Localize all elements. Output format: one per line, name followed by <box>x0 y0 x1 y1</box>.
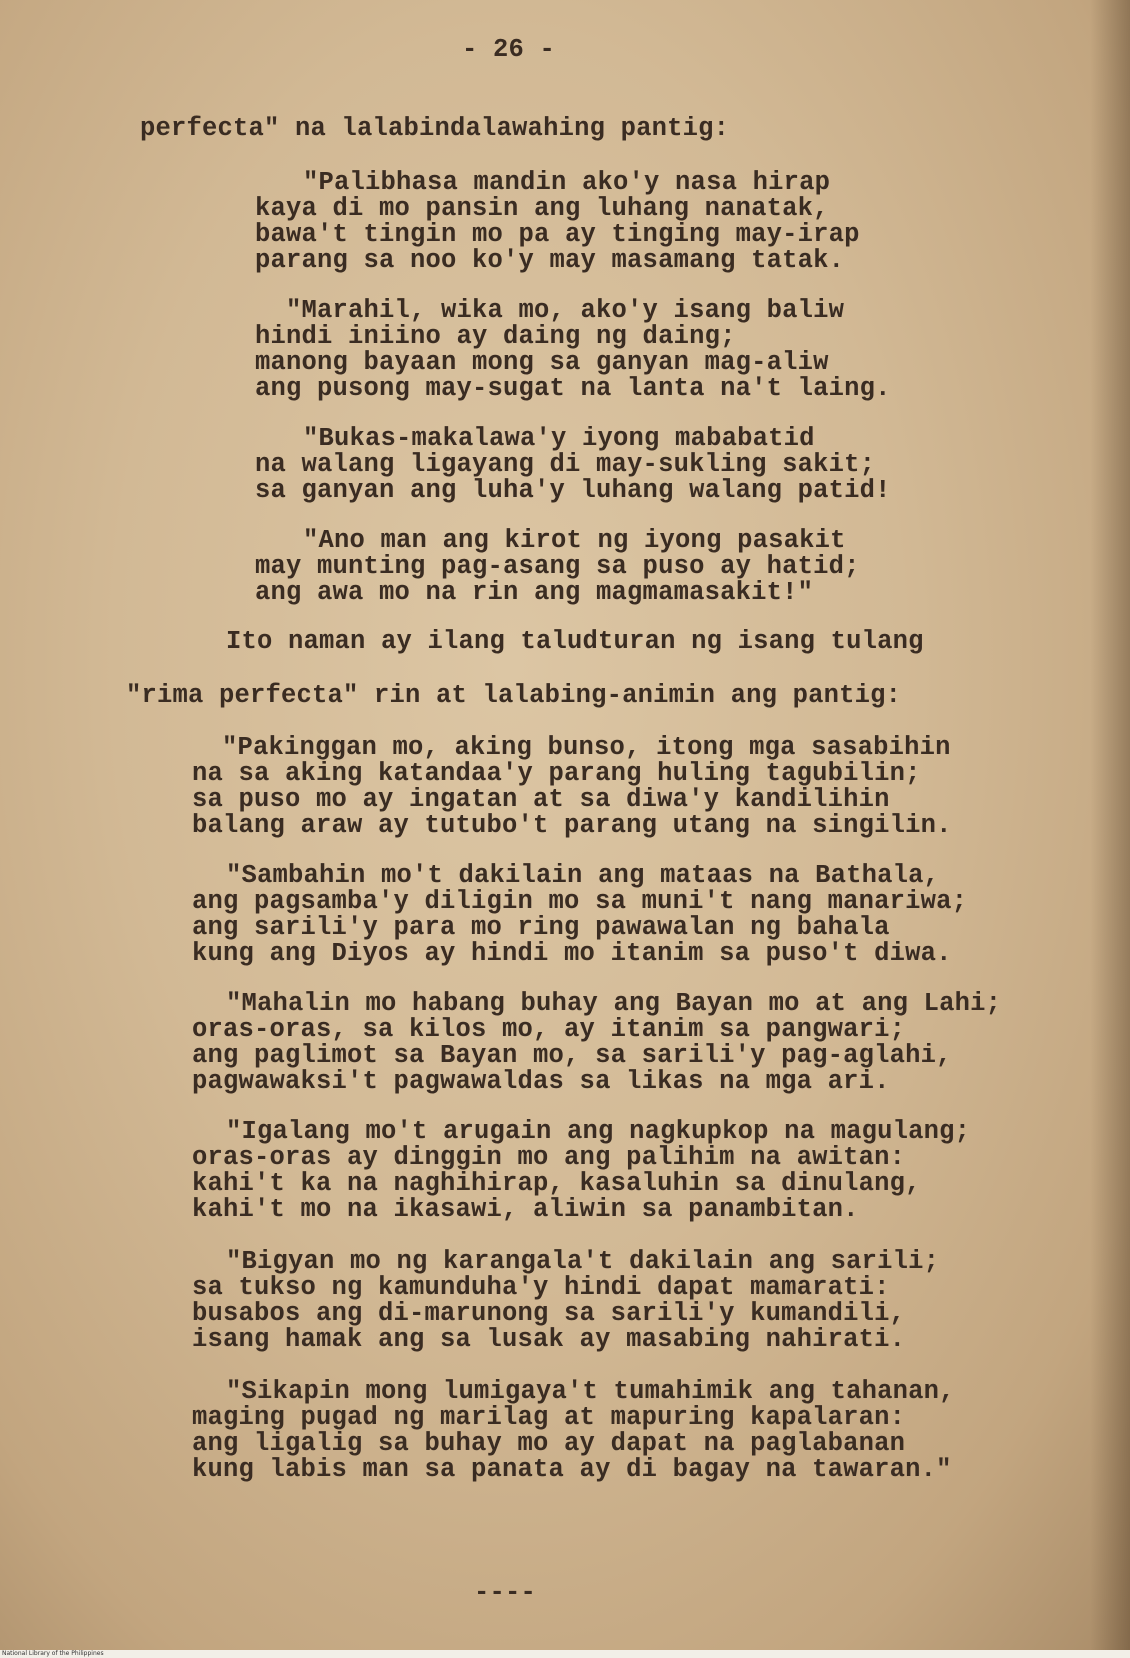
verse-line: "Igalang mo't arugain ang nagkupkop na magulang; <box>226 1117 971 1146</box>
verse-line: "Sambahin mo't dakilain ang mataas na Bathala, <box>226 861 940 890</box>
verse-line: kaya di mo pansin ang luhang nanatak, <box>255 194 829 223</box>
verse-line: sa ganyan ang luha'y luhang walang patid! <box>255 476 891 505</box>
verse-line: sa tukso ng kamunduha'y hindi dapat mamarati: <box>192 1273 890 1302</box>
verse-line: na sa aking katandaa'y parang huling tagubilin; <box>192 759 921 788</box>
end-mark: ---- <box>474 1578 537 1607</box>
verse-line: "Ano man ang kirot ng iyong pasakit <box>303 526 846 555</box>
page-number: - 26 - <box>462 35 556 64</box>
footer-credit: National Library of the Philippines <box>0 1650 1130 1658</box>
verse-line: ang paglimot sa Bayan mo, sa sarili'y pag-aglahi, <box>192 1041 952 1070</box>
verse-line: kahi't ka na naghihirap, kasaluhin sa dinulang, <box>192 1169 921 1198</box>
verse-line: kung labis man sa panata ay di bagay na tawaran." <box>192 1455 952 1484</box>
verse-line: ang sarili'y para mo ring pawawalan ng bahala <box>192 913 890 942</box>
verse-line: ang awa mo na rin ang magmamasakit!" <box>255 578 814 607</box>
verse-line: manong bayaan mong sa ganyan mag-aliw <box>255 348 829 377</box>
verse-line: oras-oras ay dinggin mo ang palihim na awitan: <box>192 1143 906 1172</box>
verse-line: hindi iniino ay daing ng daing; <box>255 322 736 351</box>
verse-line: ang pusong may-sugat na lanta na't laing. <box>255 374 891 403</box>
verse-line: "Bukas-makalawa'y iyong mababatid <box>303 424 815 453</box>
verse-line: "Mahalin mo habang buhay ang Bayan mo at ang Lahi; <box>226 989 1002 1018</box>
verse-line: parang sa noo ko'y may masamang tatak. <box>255 246 845 275</box>
verse-line: pagwawaksi't pagwawaldas sa likas na mga ari. <box>192 1067 890 1096</box>
verse-line: ang ligalig sa buhay mo ay dapat na paglabanan <box>192 1429 906 1458</box>
verse-line: busabos ang di-marunong sa sarili'y kumandili, <box>192 1299 906 1328</box>
intro-line: perfecta" na lalabindalawahing pantig: <box>140 114 730 143</box>
verse-line: "Bigyan mo ng karangala't dakilain ang sarili; <box>226 1247 940 1276</box>
verse-line: "Palibhasa mandin ako'y nasa hirap <box>303 168 831 197</box>
verse-line: balang araw ay tutubo't parang utang na singilin. <box>192 811 952 840</box>
verse-line: bawa't tingin mo pa ay tinging may-irap <box>255 220 860 249</box>
verse-line: kung ang Diyos ay hindi mo itanim sa puso't diwa. <box>192 939 952 968</box>
verse-line: oras-oras, sa kilos mo, ay itanim sa pangwari; <box>192 1015 906 1044</box>
verse-line: "Sikapin mong lumigaya't tumahimik ang tahanan, <box>226 1377 955 1406</box>
transition-line: "rima perfecta" rin at lalabing-animin ang pantig: <box>126 681 902 710</box>
transition-line: Ito naman ay ilang taludturan ng isang tulang <box>226 627 924 656</box>
verse-line: ang pagsamba'y diligin mo sa muni't nang manariwa; <box>192 887 968 916</box>
verse-line: may munting pag-asang sa puso ay hatid; <box>255 552 860 581</box>
verse-line: maging pugad ng marilag at mapuring kapalaran: <box>192 1403 906 1432</box>
verse-line: na walang ligayang di may-sukling sakit; <box>255 450 876 479</box>
verse-line: sa puso mo ay ingatan at sa diwa'y kandilihin <box>192 785 890 814</box>
verse-line: isang hamak ang sa lusak ay masabing nahirati. <box>192 1325 906 1354</box>
verse-line: kahi't mo na ikasawi, aliwin sa panambitan. <box>192 1195 859 1224</box>
verse-line: "Pakinggan mo, aking bunso, itong mga sasabihin <box>222 733 951 762</box>
verse-line: "Marahil, wika mo, ako'y isang baliw <box>286 296 845 325</box>
